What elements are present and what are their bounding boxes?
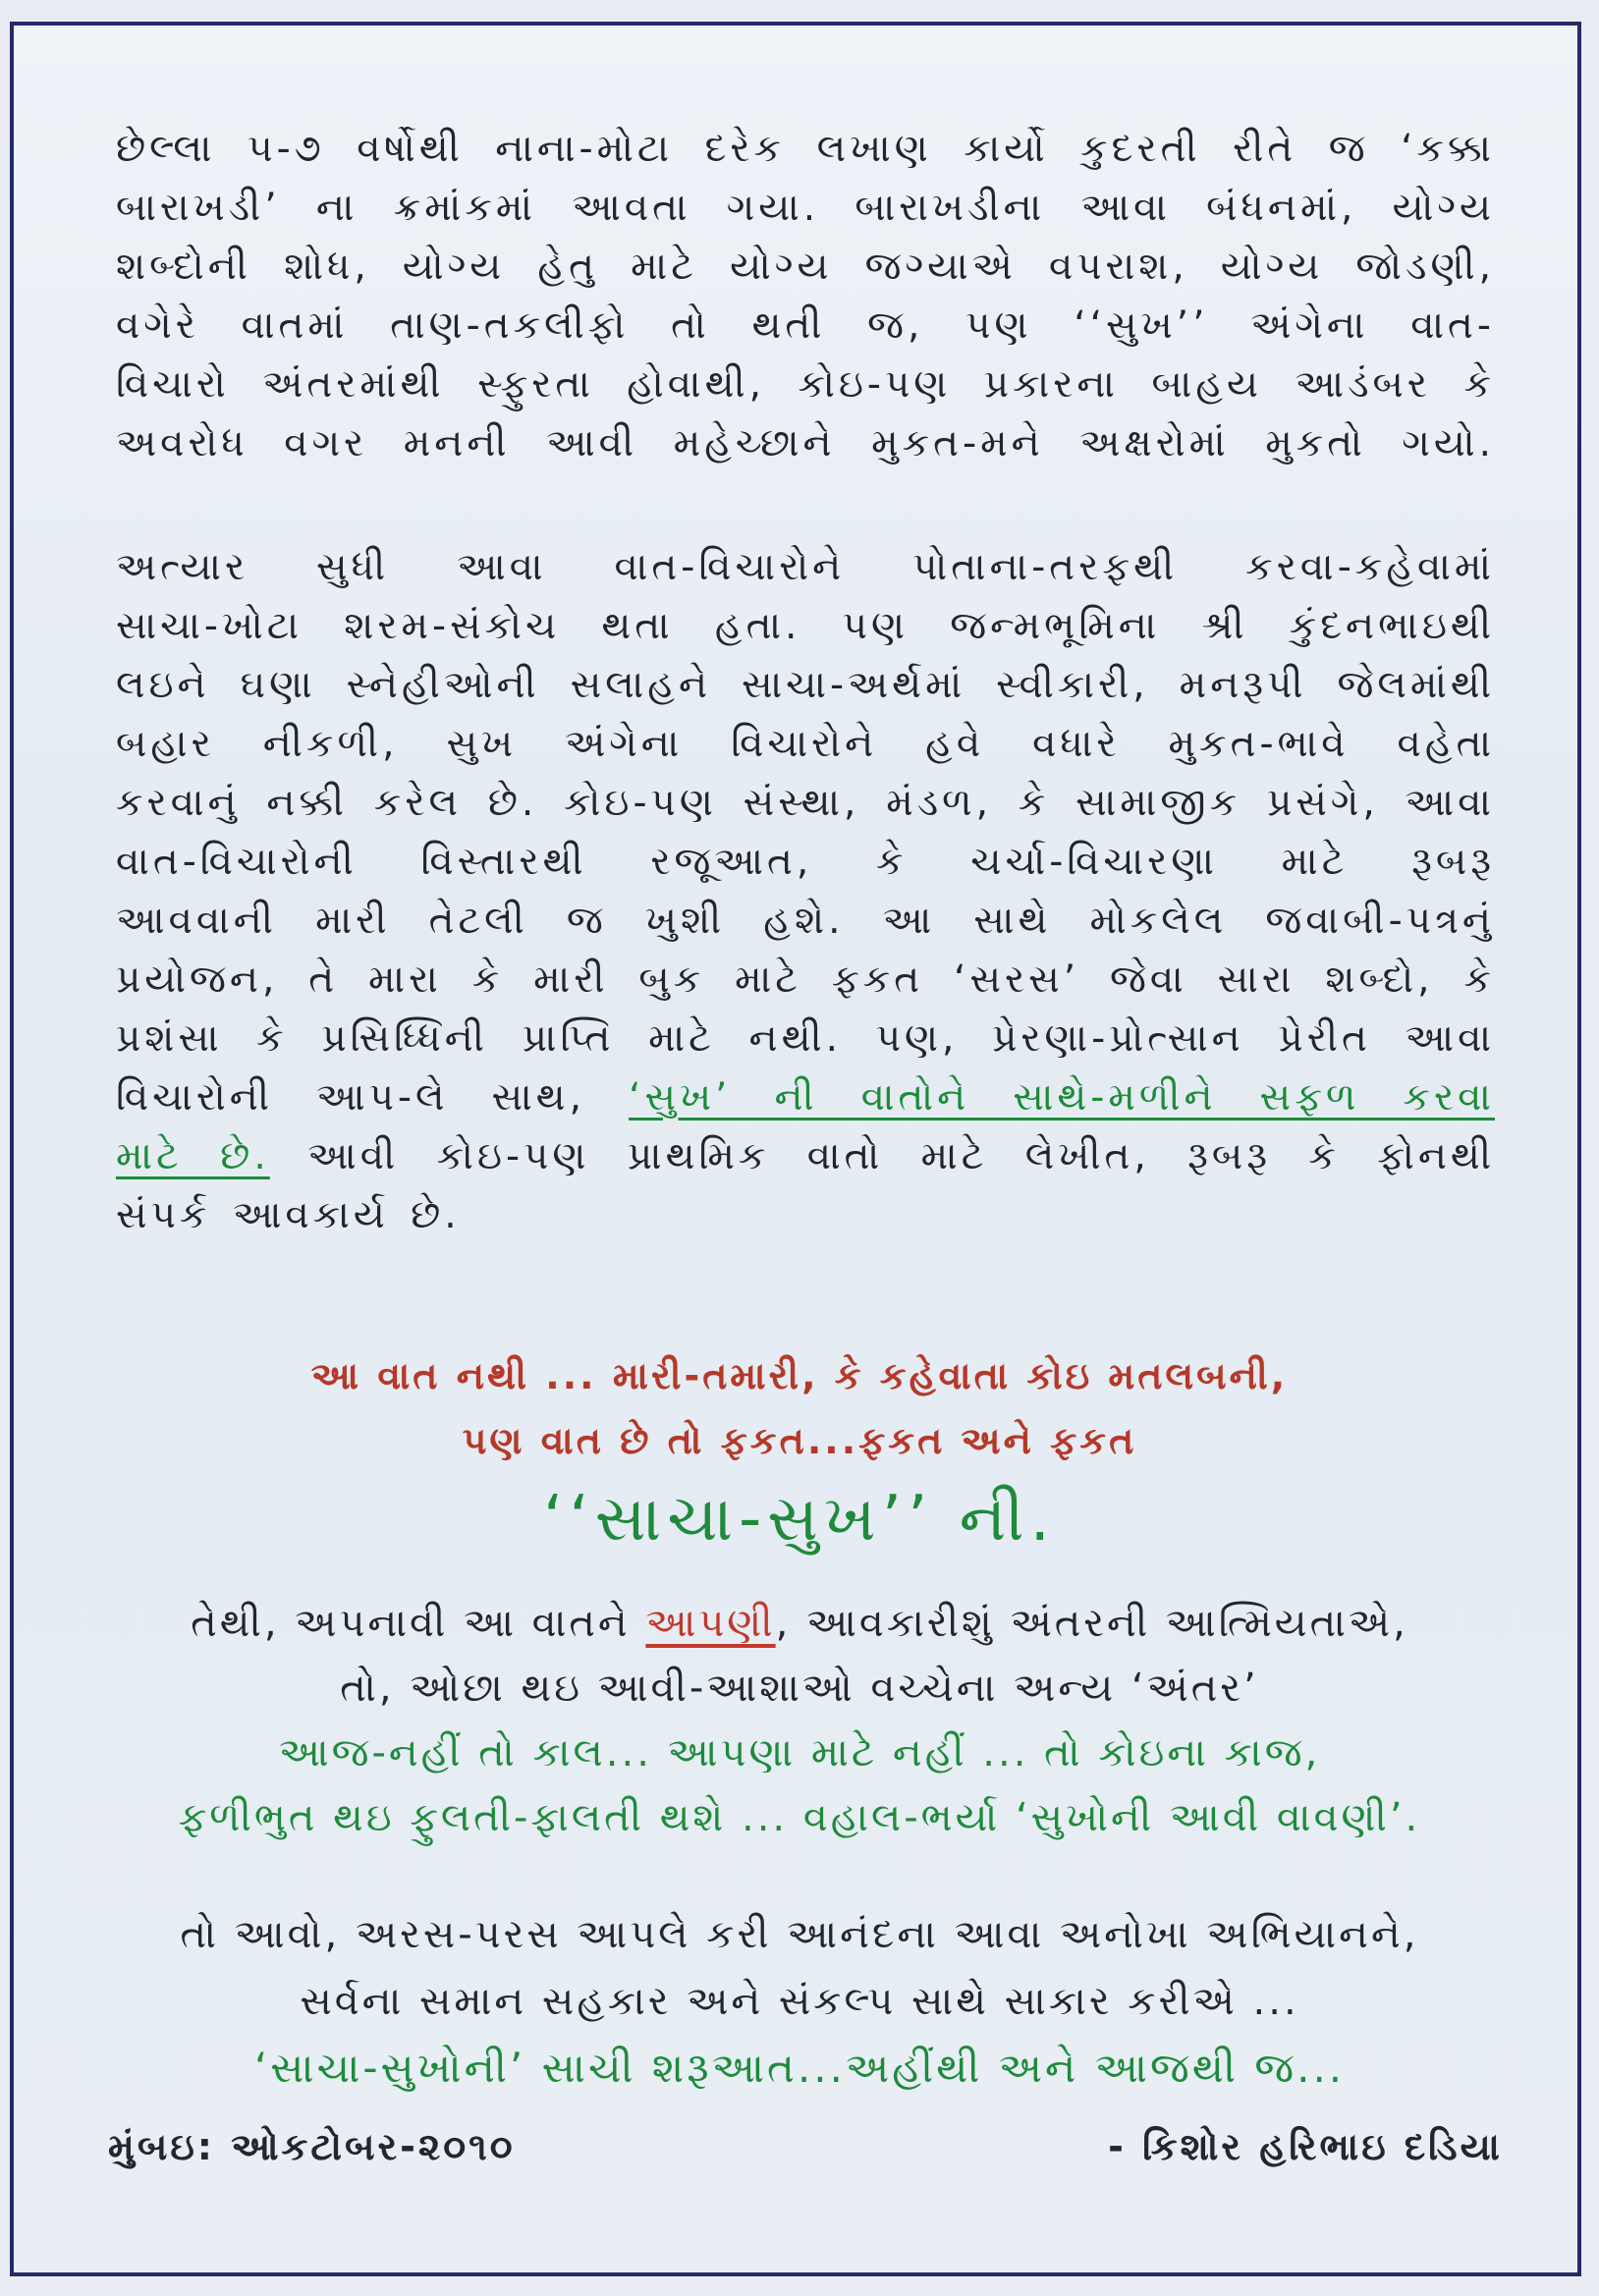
quote-red bbox=[73, 1343, 1526, 1473]
place-date: મુંબઇ: ઓકટોબર-૨૦૧૦ bbox=[108, 2125, 516, 2168]
text-line: અત્યાર સુધી આવા વાત-વિચારોને પોતાના-તરફથી કરવા-કહેવામાં bbox=[116, 545, 1495, 589]
closing-line-green: ‘સાચા-સુખોની’ સાચી શરૂઆત...અહીંથી અને આજથી જ... bbox=[253, 2044, 1346, 2092]
headline-text: ‘‘સાચા-સુખ’’ ની. bbox=[543, 1483, 1056, 1556]
stanza-line: તો, ઓછા થઇ આવી-આશાઓ વચ્ચેના અન્ય ‘અંતર’ bbox=[340, 1666, 1259, 1711]
text-line: શબ્દોની શોધ, યોગ્ય હેતુ માટે યોગ્ય જગ્યાએ વપરાશ, યોગ્ય જોડણી, bbox=[116, 245, 1495, 289]
stanza-line bbox=[73, 1591, 1526, 1656]
underlined-green-phrase: માટે છે. bbox=[116, 1134, 270, 1178]
stanza-line-green: ફળીભુત થઇ ફુલતી-ફાલતી થશે ... વહાલ-ભર્યા ‘સુખોની આવી વાવણી’. bbox=[178, 1795, 1421, 1840]
stanza bbox=[73, 1591, 1526, 1850]
text-segment: તેથી, અપનાવી આ વાતને bbox=[191, 1601, 646, 1646]
text-line: પ્રયોજન, તે મારા કે મારી બુક માટે ફકત ‘સરસ’ જેવા સારા શબ્દો, કે bbox=[116, 957, 1495, 1002]
letter-page bbox=[10, 22, 1581, 2276]
text-line: આવવાની મારી તેટલી જ ખુશી હશે. આ સાથે મોકલેલ જવાબી-પત્રનું bbox=[116, 899, 1495, 943]
text-line-highlight bbox=[116, 1068, 1495, 1127]
text-line: પ્રશંસા કે પ્રસિધ્ધિની પ્રાપ્તિ માટે નથી. પણ, પ્રેરણા-પ્રોત્સાન પ્રેરીત આવા bbox=[116, 1016, 1495, 1061]
closing-line: તો આવો, અરસ-પરસ આપલે કરી આનંદના આવા અનોખા અભિયાનને, bbox=[180, 1912, 1419, 1957]
author-name: - કિશોર હરિભાઇ દડિયા bbox=[1108, 2125, 1503, 2168]
text-segment: , આવકારીશું અંતરની આત્મિયતાએ, bbox=[775, 1601, 1408, 1646]
text-line: છેલ્લા ૫-૭ વર્ષોથી નાના-મોટા દરેક લખાણ કાર્યો કુદરતી રીતે જ ‘કક્કા bbox=[116, 127, 1495, 171]
paragraph-invitation bbox=[116, 538, 1495, 1245]
quote-line: પણ વાત છે તો ફકત...ફકત અને ફકત bbox=[462, 1419, 1137, 1462]
text-line: વિચારો અંતરમાંથી સ્ફુરતા હોવાથી, કોઇ-પણ પ્રકારના બાહય આડંબર કે bbox=[116, 362, 1495, 407]
quote-line: આ વાત નથી ... મારી-તમારી, કે કહેવાતા કોઇ મતલબની, bbox=[310, 1354, 1289, 1397]
underlined-green-phrase: ‘સુખ’ ની વાતોને સાથે-મળીને સફળ કરવા bbox=[629, 1075, 1495, 1120]
text-segment: આવી કોઇ-પણ પ્રાથમિક વાતો માટે લેખીત, રૂબરૂ કે ફોનથી bbox=[269, 1134, 1495, 1178]
text-line: લઇને ઘણા સ્નેહીઓની સલાહને સાચા-અર્થમાં સ્વીકારી, મનરૂપી જેલમાંથી bbox=[116, 663, 1495, 707]
text-line: વગેરે વાતમાં તાણ-તકલીફો તો થતી જ, પણ ‘‘સુખ’’ અંગેના વાત- bbox=[116, 303, 1495, 348]
text-line: બારાખડી’ ના ક્રમાંકમાં આવતા ગયા. બારાખડીના આવા બંધનમાં, યોગ્ય bbox=[116, 186, 1495, 230]
stanza-line-green: આજ-નહીં તો કાલ... આપણા માટે નહીં ... તો કોઇના કાજ, bbox=[278, 1730, 1321, 1776]
text-segment: વિચારોની આપ-લે સાથ, bbox=[116, 1075, 629, 1120]
text-line-highlight bbox=[116, 1127, 1495, 1186]
closing-line: સર્વના સમાન સહકાર અને સંકલ્પ સાથે સાકાર કરીએ ... bbox=[300, 1979, 1299, 2024]
text-line: અવરોધ વગર મનની આવી મહેચ્છાને મુકત-મને અક્ષરોમાં મુકતો ગયો. bbox=[116, 421, 1495, 465]
text-line: સંપર્ક આવકાર્ય છે. bbox=[116, 1193, 461, 1237]
closing-verse bbox=[73, 1901, 1526, 2102]
quote-headline bbox=[73, 1475, 1526, 1563]
text-line: બહાર નીકળી, સુખ અંગેના વિચારોને હવે વધારે મુકત-ભાવે વહેતા bbox=[116, 722, 1495, 766]
text-line: કરવાનું નક્કી કરેલ છે. કોઇ-પણ સંસ્થા, મંડળ, કે સામાજીક પ્રસંગે, આવા bbox=[116, 781, 1495, 825]
text-line: વાત-વિચારોની વિસ્તારથી રજૂઆત, કે ચર્ચા-વિચારણા માટે રૂબરૂ bbox=[116, 840, 1495, 884]
paragraph-intro bbox=[116, 120, 1495, 473]
underlined-red-word: આપણી bbox=[645, 1601, 776, 1646]
text-line: સાચા-ખોટા શરમ-સંકોચ થતા હતા. પણ જન્મભૂમિના શ્રી કુંદનભાઇથી bbox=[116, 604, 1495, 648]
